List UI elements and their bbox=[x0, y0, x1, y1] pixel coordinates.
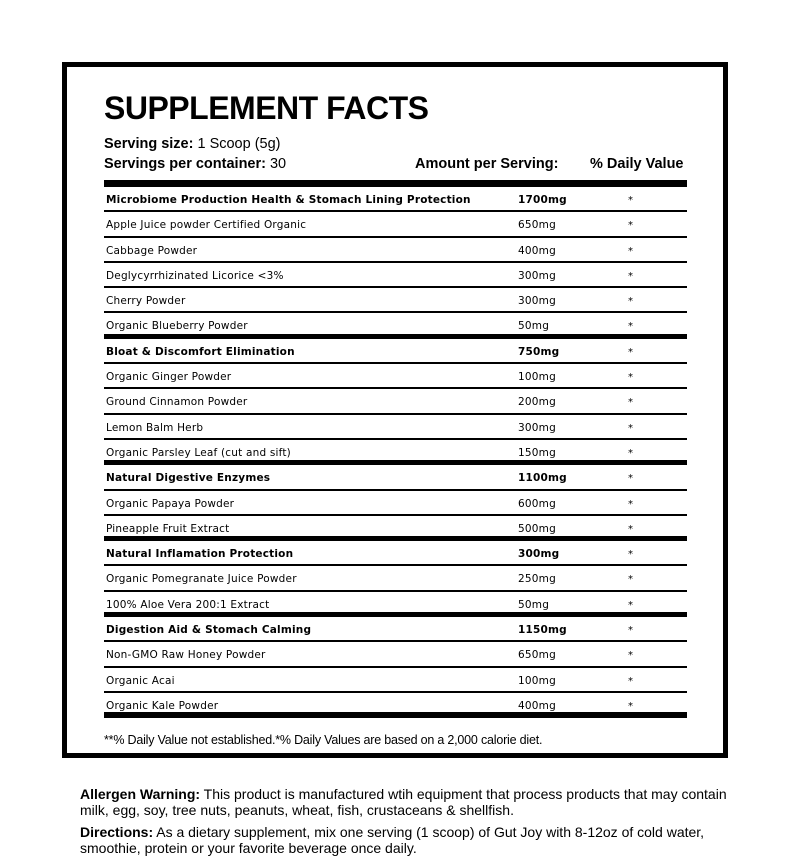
directions bbox=[80, 824, 750, 856]
serving-size bbox=[104, 135, 281, 153]
ingredient-amount: 150mg bbox=[518, 446, 556, 459]
ingredient-name: Organic Pomegranate Juice Powder bbox=[106, 573, 297, 586]
daily-value-header: % Daily Value bbox=[590, 156, 684, 172]
table-row bbox=[104, 668, 687, 693]
ingredient-name: Organic Papaya Powder bbox=[106, 497, 235, 510]
table-row bbox=[104, 263, 687, 288]
ingredient-name: 100% Aloe Vera 200:1 Extract bbox=[106, 598, 270, 611]
daily-value-cell: * bbox=[628, 321, 634, 333]
ingredient-amount: 600mg bbox=[518, 497, 556, 510]
daily-value-cell: * bbox=[628, 675, 634, 687]
servings-per-container bbox=[104, 155, 286, 173]
table-group-row bbox=[104, 617, 687, 642]
ingredient-name: Deglycyrrhizinated Licorice <3% bbox=[106, 269, 284, 282]
daily-value-cell: * bbox=[628, 245, 634, 257]
ingredient-name: Non-GMO Raw Honey Powder bbox=[106, 649, 266, 662]
daily-value-cell: * bbox=[628, 195, 634, 206]
daily-value-cell: * bbox=[628, 650, 634, 662]
table-group-row bbox=[104, 541, 687, 566]
ingredient-amount: 300mg bbox=[518, 421, 556, 434]
table-row bbox=[104, 440, 687, 465]
table-row bbox=[104, 364, 687, 389]
daily-value-cell: * bbox=[628, 346, 634, 358]
allergen-warning-text: This product is manufactured wtih equipment that process products that may contain milk, egg, soy, tree nuts, peanuts, wheat, fish, crustaceans & shellfish. bbox=[80, 786, 727, 818]
daily-value-cell: * bbox=[628, 700, 634, 712]
ingredient-name: Apple Juice powder Certified Organic bbox=[106, 219, 307, 232]
ingredient-amount: 250mg bbox=[518, 573, 556, 586]
ingredient-amount: 50mg bbox=[518, 598, 550, 611]
ingredient-amount: 650mg bbox=[518, 219, 556, 232]
table-row bbox=[104, 693, 687, 718]
ingredient-amount: 200mg bbox=[518, 396, 556, 409]
table-row bbox=[104, 389, 687, 414]
allergen-warning bbox=[80, 786, 750, 818]
daily-value-cell: * bbox=[628, 625, 634, 637]
ingredient-name: Organic Acai bbox=[106, 674, 175, 687]
ingredient-amount: 300mg bbox=[518, 548, 560, 561]
amount-per-serving-header: Amount per Serving: bbox=[415, 156, 559, 172]
table-row bbox=[104, 592, 687, 617]
daily-value-cell: * bbox=[628, 422, 634, 434]
supplement-facts-panel bbox=[62, 62, 728, 758]
ingredient-amount: 1150mg bbox=[518, 624, 567, 637]
table-group-row bbox=[104, 465, 687, 490]
table-row bbox=[104, 491, 687, 516]
directions-text: As a dietary supplement, mix one serving (1 scoop) of Gut Joy with 8-12oz of cold water, smoothie, protein or your favorite beverage once daily. bbox=[80, 824, 705, 856]
ingredient-name: Natural Digestive Enzymes bbox=[106, 472, 271, 485]
ingredient-amount: 500mg bbox=[518, 522, 556, 535]
daily-value-footnote: **% Daily Value not established.*% Daily Values are based on a 2,000 calorie diet. bbox=[104, 733, 543, 747]
ingredient-name: Cabbage Powder bbox=[106, 244, 198, 257]
allergen-warning-label: Allergen Warning: bbox=[80, 786, 201, 802]
table-group-row bbox=[104, 339, 687, 364]
ingredient-amount: 100mg bbox=[518, 371, 556, 384]
serving-size-value: 1 Scoop (5g) bbox=[193, 136, 281, 152]
table-top-rule bbox=[104, 180, 687, 187]
ingredient-amount: 300mg bbox=[518, 295, 556, 308]
daily-value-cell: * bbox=[628, 574, 634, 586]
daily-value-cell: * bbox=[628, 447, 634, 459]
daily-value-cell: * bbox=[628, 220, 634, 232]
daily-value-cell: * bbox=[628, 473, 634, 485]
daily-value-cell: * bbox=[628, 270, 634, 282]
ingredient-amount: 750mg bbox=[518, 345, 560, 358]
table-group-row bbox=[104, 187, 687, 212]
serving-size-label: Serving size: bbox=[104, 136, 194, 152]
ingredient-amount: 400mg bbox=[518, 244, 556, 257]
ingredient-name: Organic Blueberry Powder bbox=[106, 320, 248, 333]
ingredient-name: Bloat & Discomfort Elimination bbox=[106, 345, 295, 358]
daily-value-cell: * bbox=[628, 549, 634, 561]
daily-value-cell: * bbox=[628, 523, 634, 535]
table-row bbox=[104, 415, 687, 440]
ingredient-amount: 650mg bbox=[518, 649, 556, 662]
table-row bbox=[104, 288, 687, 313]
ingredient-name: Pineapple Fruit Extract bbox=[106, 522, 230, 535]
ingredient-name: Lemon Balm Herb bbox=[106, 421, 204, 434]
table-row bbox=[104, 313, 687, 338]
ingredient-name: Ground Cinnamon Powder bbox=[106, 396, 248, 409]
ingredient-name: Natural Inflamation Protection bbox=[106, 548, 294, 561]
ingredient-amount: 50mg bbox=[518, 320, 550, 333]
ingredient-name: Organic Parsley Leaf (cut and sift) bbox=[106, 446, 291, 459]
daily-value-cell: * bbox=[628, 296, 634, 308]
ingredient-name: Organic Ginger Powder bbox=[106, 371, 232, 384]
table-row bbox=[104, 212, 687, 237]
daily-value-cell: * bbox=[628, 599, 634, 611]
ingredient-amount: 100mg bbox=[518, 674, 556, 687]
ingredient-name: Microbiome Production Health & Stomach Lining Protection bbox=[106, 194, 471, 206]
table-row bbox=[104, 642, 687, 667]
ingredient-name: Organic Kale Powder bbox=[106, 699, 219, 712]
ingredient-name: Cherry Powder bbox=[106, 295, 186, 308]
table-row bbox=[104, 516, 687, 541]
ingredient-amount: 1100mg bbox=[518, 472, 567, 485]
servings-per-container-label: Servings per container: bbox=[104, 156, 266, 172]
panel-title: SUPPLEMENT FACTS bbox=[104, 90, 429, 126]
daily-value-cell: * bbox=[628, 372, 634, 384]
directions-label: Directions: bbox=[80, 824, 154, 840]
ingredient-amount: 1700mg bbox=[518, 194, 567, 206]
ingredient-table bbox=[104, 180, 687, 718]
table-row bbox=[104, 566, 687, 591]
servings-per-container-value: 30 bbox=[265, 156, 287, 172]
daily-value-cell: * bbox=[628, 397, 634, 409]
ingredient-amount: 300mg bbox=[518, 269, 556, 282]
table-row bbox=[104, 238, 687, 263]
daily-value-cell: * bbox=[628, 498, 634, 510]
ingredient-amount: 400mg bbox=[518, 699, 556, 712]
ingredient-name: Digestion Aid & Stomach Calming bbox=[106, 624, 312, 637]
